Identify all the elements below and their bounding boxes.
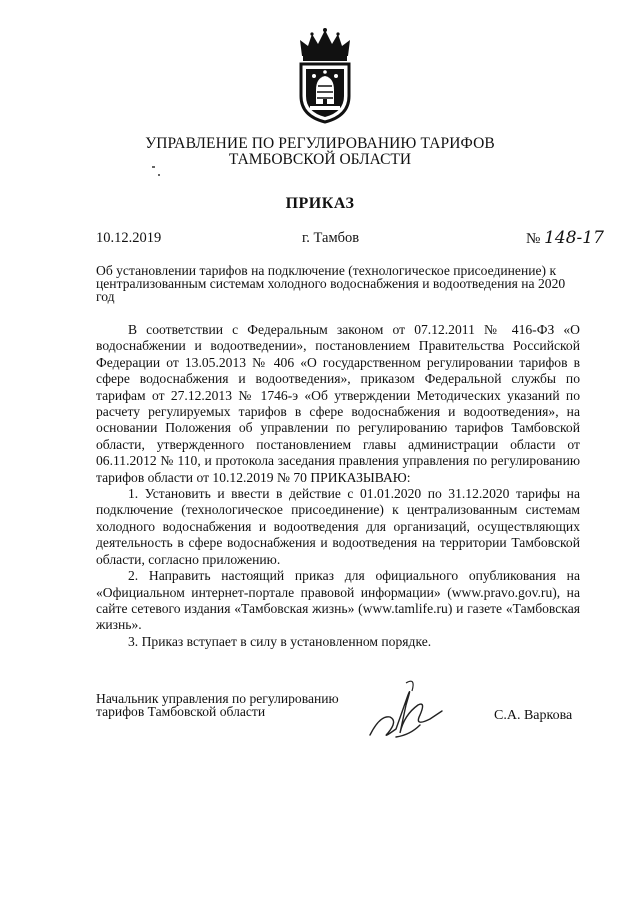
scan-speck [158, 174, 160, 176]
document-subject: Об установлении тарифов на подключение (технологическое присоединение) к централизованным системам холодного водоснабжения и водоотведения на 2020 год [96, 263, 566, 304]
signatory-name: С.А. Варкова [494, 708, 573, 723]
handwritten-signature [360, 675, 460, 745]
document-body [96, 322, 580, 650]
signatory-position [96, 692, 339, 718]
body-paragraph-preamble: В соответствии с Федеральным законом от 07.12.2011 № 416-ФЗ «О водоснабжении и водоотведении», постановлением Правительства Российской Федерации от 13.05.2013 № 406 «О государственном регулировании тарифов в сфере водоснабжения и водоотведения», приказом Федеральной службы по тарифам от 27.12.2013 № 1746-э «Об утверждении Методических указаний по расчету регулируемых тарифов в сфере водоснабжения и водоотведения», на основании Положения об управлении по регулированию тарифов Тамбовской области, утвержденного постановлением главы администрации области от 06.11.2012 № 110, и протокола заседания правления управления по регулированию тарифов области от 10.12.2019 № 70 ПРИКАЗЫВАЮ: [96, 322, 580, 485]
number-sign: № [526, 231, 541, 247]
document-number [526, 228, 604, 248]
signatory-position-line1: Начальник управления по регулированию [96, 691, 339, 706]
signatory-position-line2: тарифов Тамбовской области [96, 704, 266, 719]
handwritten-number: 148-17 [544, 228, 604, 248]
organization-name-line1: УПРАВЛЕНИЕ ПО РЕГУЛИРОВАНИЮ ТАРИФОВ [145, 135, 495, 152]
document-title: ПРИКАЗ [285, 195, 355, 212]
document-city: г. Тамбов [302, 230, 360, 246]
document-date: 10.12.2019 [96, 230, 162, 246]
body-paragraph-item-3: 3. Приказ вступает в силу в установленном порядке. [128, 633, 432, 649]
body-paragraph-item-2: 2. Направить настоящий приказ для официального опубликования на «Официальном интернет-портале правовой информации» (www.pravo.gov.ru), на сайте сетевого издания «Тамбовская жизнь» (www.tamlife.ru) и газете «Тамбовская жизнь». [96, 568, 580, 633]
organization-name-line2: ТАМБОВСКОЙ ОБЛАСТИ [228, 151, 412, 168]
body-paragraph-item-1: 1. Установить и ввести в действие с 01.01.2020 по 31.12.2020 тарифы на подключение (технологическое присоединение) к централизованным системам холодного водоснабжения и водоотведения для организаций, осуществляющих деятельность в сфере водоснабжения и водоотведения на территории Тамбовской области, согласно приложению. [96, 486, 580, 567]
scan-speck [152, 166, 155, 168]
coat-of-arms-emblem [294, 26, 356, 124]
